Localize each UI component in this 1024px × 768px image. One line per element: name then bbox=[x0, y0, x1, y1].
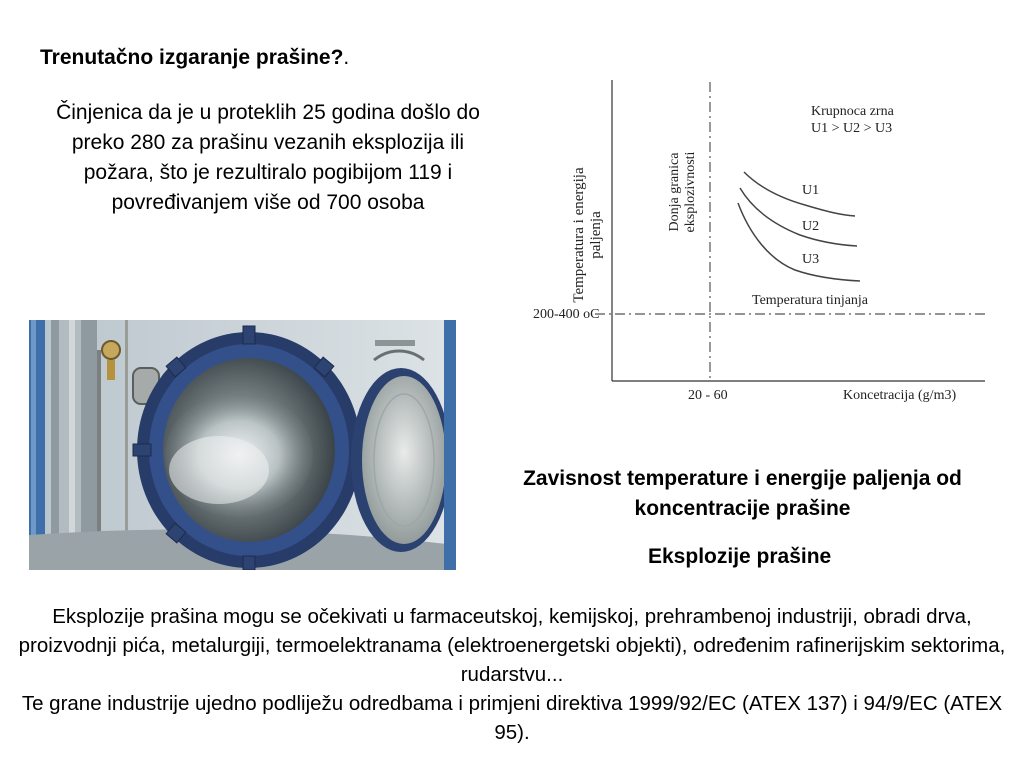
ignition-chart bbox=[525, 70, 995, 410]
vertical-line-label-line2: eksplozivnosti bbox=[683, 151, 698, 233]
x-tick-label: 20 - 60 bbox=[688, 388, 728, 403]
explosion-vessel-photo bbox=[29, 320, 456, 570]
series-label-u2: U2 bbox=[802, 219, 820, 234]
chart-y-label-line1: Temperatura i energija bbox=[571, 167, 587, 303]
chart-x-label: Koncetracija (g/m3) bbox=[843, 388, 957, 403]
chart-legend-line1: Krupnoca zrna bbox=[811, 104, 894, 119]
chart-y-label-line2: paljenja bbox=[588, 211, 604, 259]
body-text bbox=[14, 602, 1010, 747]
vertical-line-label-line1: Donja granica bbox=[667, 152, 682, 232]
body-paragraph-1: Eksplozije prašina mogu se očekivati u farmaceutskoj, kemijskoj, prehrambenoj industriji, obradi drva, proizvodnji pića, metalurgiji, termoelektranama (elektroenergetski objekti), određenim rafinerijskim sektorima, rudarstvu... bbox=[18, 605, 1006, 686]
series-label-u3: U3 bbox=[802, 252, 820, 267]
y-tick-label: 200-400 oC bbox=[533, 307, 600, 322]
chart-caption: Zavisnost temperature i energije paljenja od koncentracije prašine bbox=[523, 467, 962, 520]
intro-paragraph: Činjenica da je u proteklih 25 godina došlo do preko 280 za prašinu vezanih eksplozija ili požara, što je rezultiralo pogibijom 119 i povređivanjem više od 700 osoba bbox=[56, 101, 480, 214]
section-heading: Eksplozije prašine bbox=[648, 545, 832, 568]
hline-label: Temperatura tinjanja bbox=[752, 293, 869, 308]
series-line-u2 bbox=[740, 188, 857, 246]
slide-title-suffix: . bbox=[343, 46, 350, 69]
series-line-u1 bbox=[744, 172, 855, 216]
body-paragraph-2: Te grane industrije ujedno podliježu odredbama i primjeni direktiva 1999/92/EC (ATEX 137) i 94/9/EC (ATEX 95). bbox=[21, 692, 1003, 744]
slide-title bbox=[40, 46, 349, 70]
series-label-u1: U1 bbox=[802, 183, 820, 198]
chart-legend-line2: U1 > U2 > U3 bbox=[811, 121, 893, 136]
slide-title-text: Trenutačno izgaranje prašine? bbox=[40, 46, 344, 69]
